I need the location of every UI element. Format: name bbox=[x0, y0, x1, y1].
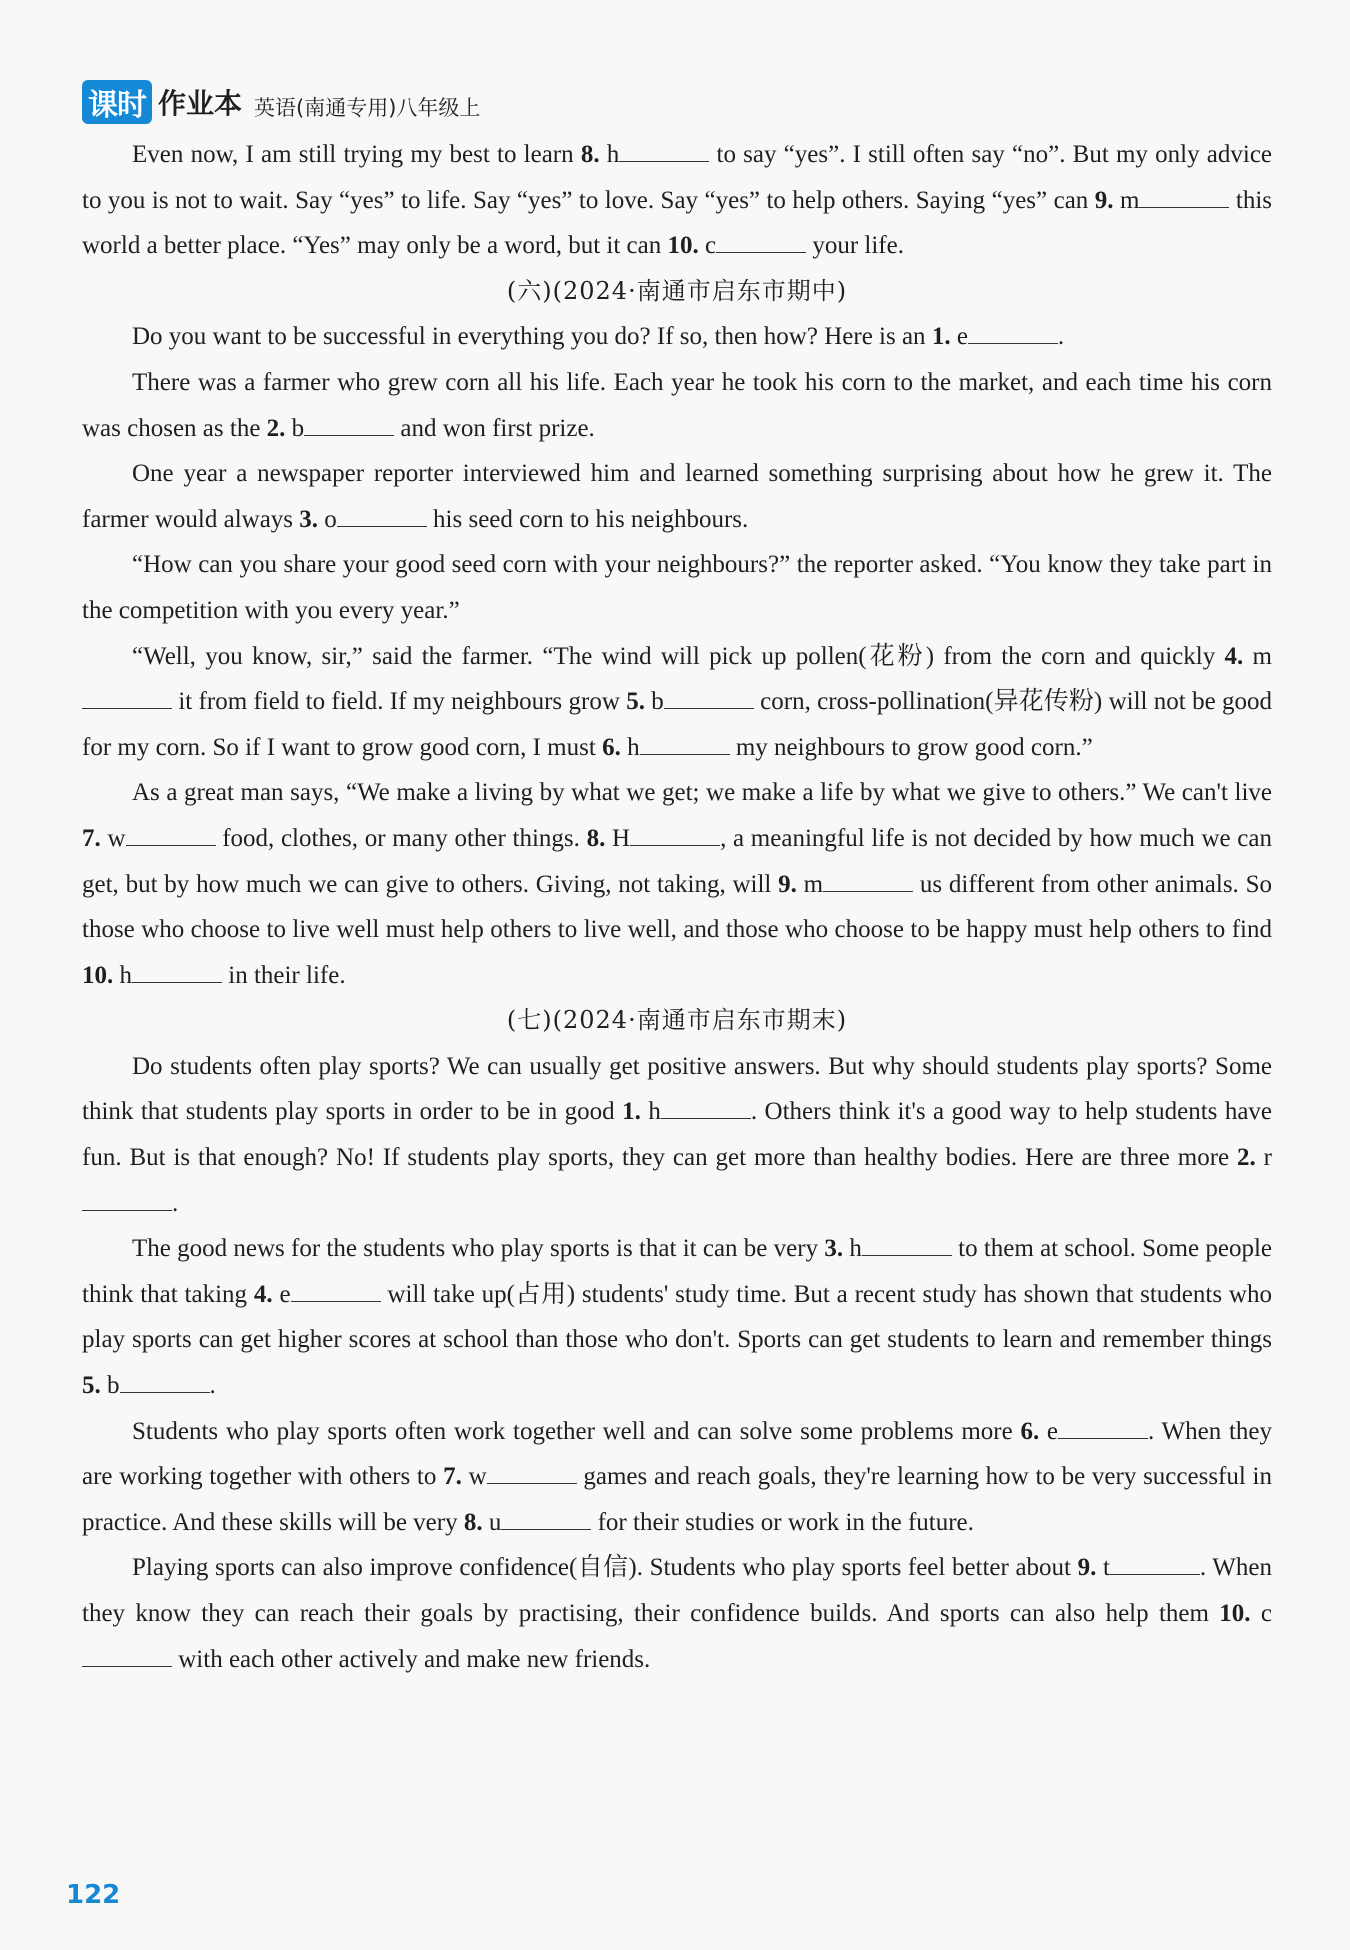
paragraph bbox=[82, 1226, 1272, 1408]
initial-letter: h bbox=[113, 961, 132, 989]
initial-letter: e bbox=[272, 1280, 291, 1308]
text: Playing sports can also improve confidence(自信). Students who play sports feel better about bbox=[132, 1554, 1078, 1582]
answer-blank[interactable] bbox=[487, 1461, 577, 1484]
paragraph bbox=[82, 360, 1272, 451]
answer-blank[interactable] bbox=[1110, 1552, 1200, 1575]
text: . bbox=[209, 1372, 216, 1400]
logo-highlight: 课时 bbox=[82, 80, 152, 124]
initial-letter: h bbox=[640, 1098, 661, 1126]
paragraph bbox=[82, 1044, 1272, 1226]
question-number: 4. bbox=[1224, 642, 1244, 670]
subject-label: 英语(南通专用)八年级上 bbox=[254, 96, 481, 120]
question-number: 8. bbox=[463, 1508, 483, 1536]
answer-blank[interactable] bbox=[664, 686, 754, 709]
text: “Well, you know, sir,” said the farmer. “The wind will pick up pollen(花粉) from the corn and quickly bbox=[132, 642, 1225, 670]
text: us different from other animals. So those who choose to live well must help others to live well, and those who choose to be happy must help others to find bbox=[82, 870, 1272, 944]
page-number: 122 bbox=[66, 1880, 121, 1910]
text: with each other actively and make new friends. bbox=[172, 1645, 651, 1673]
initial-letter: m bbox=[1113, 186, 1140, 214]
text: to them at school. Some people think that taking bbox=[82, 1235, 1272, 1308]
initial-letter: h bbox=[843, 1235, 862, 1263]
paragraph bbox=[82, 634, 1272, 771]
question-number: 10. bbox=[1219, 1600, 1251, 1627]
initial-letter: u bbox=[482, 1508, 502, 1536]
text: for their studies or work in the future. bbox=[591, 1508, 974, 1536]
initial-letter: h bbox=[599, 141, 620, 168]
answer-blank[interactable] bbox=[630, 823, 720, 846]
answer-blank[interactable] bbox=[823, 869, 913, 892]
answer-blank[interactable] bbox=[968, 321, 1058, 344]
text: to say “yes”. I still often say “no”. But my only advice to you is not to wait. Say “yes” to life. Say “yes” to love. Say “yes” to help others. Saying “yes” can bbox=[82, 141, 1273, 214]
answer-blank[interactable] bbox=[291, 1279, 381, 1302]
text: Do students often play sports? We can usually get positive answers. But why should students play sports? Some think that students play sports in order to be in good bbox=[82, 1052, 1272, 1126]
question-number: 6. bbox=[602, 733, 621, 761]
initial-letter: e bbox=[950, 323, 968, 351]
text: Students who play sports often work together well and can solve some problems more bbox=[132, 1417, 1021, 1445]
initial-letter: r bbox=[1255, 1144, 1272, 1172]
question-number: 2. bbox=[1237, 1144, 1256, 1172]
question-number: 6. bbox=[1020, 1417, 1040, 1445]
initial-letter: b bbox=[100, 1372, 120, 1400]
initial-letter: m bbox=[1243, 642, 1272, 670]
answer-blank[interactable] bbox=[82, 1644, 172, 1667]
text: . bbox=[1057, 323, 1065, 351]
text: games and reach goals, they're learning how to be very successful in practice. And these skills will be very bbox=[82, 1463, 1272, 1536]
question-number: 1. bbox=[931, 323, 951, 351]
question-number: 8. bbox=[580, 141, 600, 168]
answer-blank[interactable] bbox=[619, 139, 709, 162]
text: my neighbours to grow good corn.” bbox=[729, 733, 1093, 761]
answer-blank[interactable] bbox=[1139, 185, 1229, 208]
paragraph bbox=[82, 770, 1272, 998]
text: in their life. bbox=[222, 961, 346, 989]
text: his seed corn to his neighbours. bbox=[426, 505, 749, 533]
question-number: 8. bbox=[586, 824, 606, 852]
question-number: 1. bbox=[622, 1098, 641, 1126]
question-number: 10. bbox=[82, 961, 114, 989]
initial-letter: c bbox=[698, 232, 717, 260]
initial-letter: o bbox=[318, 505, 337, 533]
answer-blank[interactable] bbox=[126, 823, 216, 846]
paragraph bbox=[82, 542, 1272, 633]
initial-letter: c bbox=[1250, 1600, 1272, 1627]
question-number: 3. bbox=[824, 1235, 844, 1263]
text: The good news for the students who play sports is that it can be very bbox=[132, 1235, 825, 1263]
text: this world a better place. “Yes” may only be a word, but it can bbox=[82, 186, 1273, 260]
text: As a great man says, “We make a living by what we get; we make a life by what we give to others.” We can't live bbox=[132, 779, 1272, 807]
answer-blank[interactable] bbox=[716, 230, 806, 253]
answer-blank[interactable] bbox=[82, 686, 172, 709]
paragraph bbox=[82, 132, 1272, 269]
initial-letter: w bbox=[461, 1463, 487, 1491]
answer-blank[interactable] bbox=[862, 1233, 952, 1256]
section-title: (六)(2024·南通市启东市期中) bbox=[506, 276, 848, 305]
answer-blank[interactable] bbox=[501, 1507, 591, 1530]
initial-letter: w bbox=[100, 824, 126, 852]
question-number: 7. bbox=[82, 824, 101, 852]
text: food, clothes, or many other things. bbox=[215, 824, 587, 852]
question-number: 4. bbox=[253, 1280, 273, 1308]
question-number: 9. bbox=[778, 870, 797, 898]
section-title: (七)(2024·南通市启东市期末) bbox=[506, 1006, 848, 1035]
answer-blank[interactable] bbox=[661, 1096, 751, 1119]
initial-letter: t bbox=[1096, 1554, 1110, 1582]
workbook-logo bbox=[82, 80, 242, 124]
question-number: 7. bbox=[443, 1463, 462, 1491]
answer-blank[interactable] bbox=[640, 732, 730, 755]
text: “How can you share your good seed corn with your neighbours?” the reporter asked. “You know they take part in the competition with you every year.” bbox=[82, 551, 1272, 624]
text: will take up(占用) students' study time. But a recent study has shown that students who play sports can get higher scores at school than those who don't. Sports can get students to learn and remember things bbox=[82, 1280, 1272, 1354]
question-number: 2. bbox=[266, 414, 286, 442]
text: Even now, I am still trying my best to learn bbox=[132, 141, 581, 168]
initial-letter: m bbox=[796, 870, 824, 898]
initial-letter: e bbox=[1039, 1417, 1059, 1445]
answer-blank[interactable] bbox=[1058, 1416, 1148, 1439]
text: One year a newspaper reporter interviewed him and learned something surprising about how he grew it. The farmer would always bbox=[82, 460, 1272, 533]
paragraph bbox=[82, 451, 1272, 542]
text: and won first prize. bbox=[394, 414, 595, 442]
initial-letter: H bbox=[605, 824, 631, 852]
logo-text: 作业本 bbox=[158, 87, 243, 120]
initial-letter: h bbox=[620, 733, 640, 761]
paragraph bbox=[82, 314, 1272, 360]
question-number: 3. bbox=[299, 505, 319, 533]
question-number: 9. bbox=[1094, 186, 1114, 214]
text: . Others think it's a good way to help students have fun. But is that enough? No! If students play sports, they can get more than healthy bodies. Here are three more bbox=[82, 1098, 1273, 1172]
text: corn, cross-pollination(异花传粉) will not be good for my corn. So if I want to grow good corn, I must bbox=[82, 688, 1273, 761]
question-number: 10. bbox=[667, 232, 699, 260]
exercise-content bbox=[82, 132, 1272, 1682]
paragraph bbox=[82, 1409, 1272, 1546]
initial-letter: b bbox=[285, 414, 305, 442]
answer-blank[interactable] bbox=[337, 504, 427, 527]
answer-blank[interactable] bbox=[132, 960, 222, 983]
text: . When they are working together with others to bbox=[82, 1417, 1272, 1491]
answer-blank[interactable] bbox=[304, 413, 394, 436]
text: Do you want to be successful in everything you do? If so, then how? Here is an bbox=[132, 323, 932, 351]
text: . bbox=[172, 1189, 179, 1217]
question-number: 9. bbox=[1077, 1554, 1097, 1582]
page-header bbox=[82, 80, 480, 124]
paragraph bbox=[82, 1545, 1272, 1682]
text: . When they know they can reach their goals by practising, their confidence builds. And sports can also help them bbox=[82, 1554, 1272, 1627]
text: it from field to field. If my neighbours grow bbox=[172, 688, 627, 716]
answer-blank[interactable] bbox=[82, 1188, 172, 1211]
initial-letter: b bbox=[644, 688, 664, 716]
question-number: 5. bbox=[626, 688, 645, 716]
answer-blank[interactable] bbox=[120, 1370, 210, 1393]
text: your life. bbox=[806, 232, 904, 260]
text: There was a farmer who grew corn all his life. Each year he took his corn to the market, and each time his corn was chosen as the bbox=[82, 368, 1272, 442]
question-number: 5. bbox=[82, 1372, 101, 1400]
text: , a meaningful life is not decided by how much we can get, but by how much we can give to others. Giving, not taking, will bbox=[82, 824, 1272, 898]
